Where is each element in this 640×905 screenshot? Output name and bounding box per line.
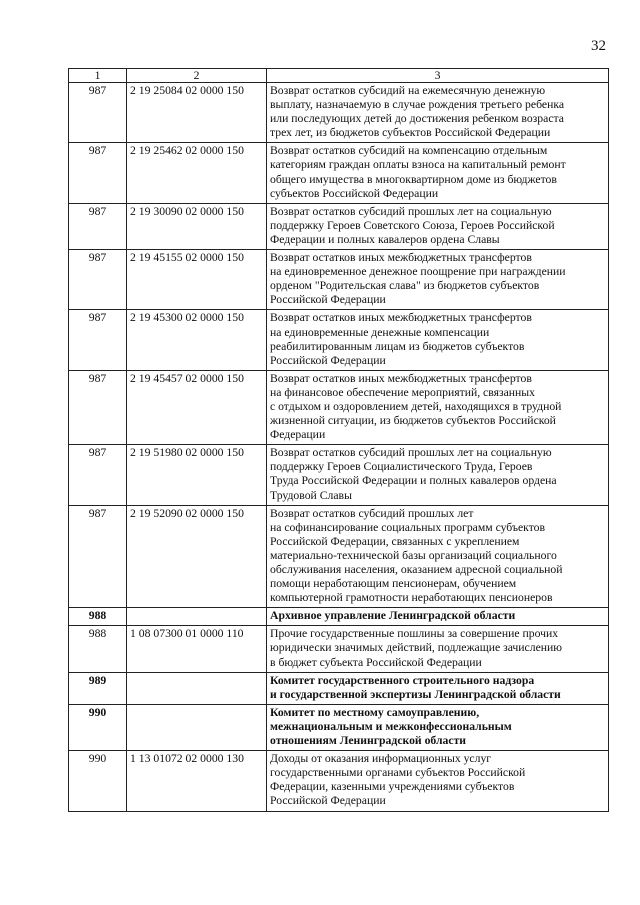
- revenue-name-line: на софинансирование социальных программ субъектов: [270, 520, 546, 534]
- revenue-name-cell: [267, 203, 609, 249]
- table-header: [69, 69, 609, 83]
- revenue-name-line: Федерации, казенными учреждениями субъектов: [270, 780, 515, 794]
- revenue-name-line: Возврат остатков субсидий на ежемесячную денежную: [270, 84, 546, 97]
- admin-code-cell: 987: [69, 505, 127, 608]
- revenue-name-line: поддержку Героев Советского Союза, Героев Российской: [270, 218, 555, 232]
- revenue-name-line: Возврат остатков субсидий прошлых лет на социальную: [270, 204, 552, 218]
- revenue-code-cell: 2 19 45457 02 0000 150: [127, 370, 267, 444]
- revenue-name-line: юридически значимых действий, подлежащие зачислению: [270, 641, 562, 655]
- revenue-name-line: Трудовой Славы: [270, 488, 352, 502]
- admin-code-cell: 990: [69, 751, 127, 811]
- revenue-name-line: или последующих детей до достижения ребенком возраста: [270, 112, 564, 126]
- header-col-3: 3: [267, 69, 609, 83]
- revenue-name-line: Прочие государственные пошлины за совершение прочих: [270, 627, 559, 641]
- admin-code-cell: 987: [69, 83, 127, 143]
- table-row: [69, 672, 609, 704]
- revenue-name-line: компьютерной грамотности неработающих пенсионеров: [270, 591, 553, 605]
- admin-code-cell: 988: [69, 626, 127, 672]
- admin-code-cell: 989: [69, 672, 127, 704]
- revenue-code-cell: 1 13 01072 02 0000 130: [127, 751, 267, 811]
- revenue-name-cell: [267, 445, 609, 505]
- revenue-name-cell: [267, 751, 609, 811]
- revenue-name-line: Архивное управление Ленинградской области: [270, 609, 516, 623]
- revenue-name-line: Российской Федерации, связанных с укреплением: [270, 534, 520, 548]
- revenue-name-cell: [267, 505, 609, 608]
- revenue-name-cell: [267, 370, 609, 444]
- admin-code-cell: 987: [69, 445, 127, 505]
- admin-code-cell: 988: [69, 608, 127, 626]
- revenue-name-line: Федерации: [270, 428, 326, 442]
- revenue-name-line: жизненной ситуации, из бюджетов субъектов Российской: [270, 414, 556, 428]
- table-row: [69, 704, 609, 750]
- table-row: [69, 310, 609, 370]
- table-row: [69, 370, 609, 444]
- revenue-code-cell: 1 08 07300 01 0000 110: [127, 626, 267, 672]
- revenue-name-line: поддержку Героев Социалистического Труда, Героев: [270, 460, 533, 474]
- revenue-name-line: Возврат остатков субсидий на компенсацию отдельным: [270, 144, 548, 158]
- revenue-name-line: Федерации и полных кавалеров ордена Славы: [270, 232, 500, 246]
- revenue-name-line: Возврат остатков иных межбюджетных трансфертов: [270, 311, 532, 325]
- revenue-name-cell: [267, 143, 609, 203]
- revenue-name-line: и государственной экспертизы Ленинградской области: [270, 687, 561, 701]
- table-row: [69, 626, 609, 672]
- revenue-code-cell: 2 19 25084 02 0000 150: [127, 83, 267, 143]
- revenue-name-line: Комитет по местному самоуправлению,: [270, 705, 480, 719]
- revenue-name-line: Российской Федерации: [270, 293, 386, 307]
- admin-code-cell: 987: [69, 143, 127, 203]
- revenue-code-cell: 2 19 25462 02 0000 150: [127, 143, 267, 203]
- revenue-name-line: общего имущества в многоквартирном доме из бюджетов: [270, 172, 557, 186]
- revenue-name-cell: [267, 310, 609, 370]
- table-row: [69, 505, 609, 608]
- revenue-name-line: на финансовое обеспечение мероприятий, связанных: [270, 385, 535, 399]
- revenue-name-cell: [267, 626, 609, 672]
- revenue-name-line: выплату, назначаемую в случае рождения третьего ребенка: [270, 98, 565, 112]
- revenue-name-line: материально-технической базы организаций социального: [270, 548, 557, 562]
- revenue-code-cell: 2 19 30090 02 0000 150: [127, 203, 267, 249]
- revenue-code-cell: 2 19 45155 02 0000 150: [127, 250, 267, 310]
- revenue-name-line: Российской Федерации: [270, 353, 386, 367]
- table-row: [69, 83, 609, 143]
- revenue-name-line: государственными органами субъектов Российской: [270, 766, 526, 780]
- revenue-name-line: Возврат остатков иных межбюджетных трансфертов: [270, 371, 532, 385]
- revenue-name-line: реабилитированным лицам из бюджетов субъектов: [270, 339, 525, 353]
- revenue-name-line: отношениям Ленинградской области: [270, 734, 467, 748]
- table-row: [69, 143, 609, 203]
- revenue-name-line: субъектов Российской Федерации: [270, 186, 439, 200]
- revenue-name-cell: [267, 608, 609, 626]
- table-body: [69, 83, 609, 812]
- table-row: [69, 250, 609, 310]
- revenue-name-line: обслуживания населения, оказанием адресной социальной: [270, 563, 563, 576]
- admin-code-cell: 987: [69, 310, 127, 370]
- revenue-name-line: помощи неработающим пенсионерам, обучением: [270, 577, 517, 591]
- revenue-name-cell: [267, 250, 609, 310]
- table-row: [69, 608, 609, 626]
- revenue-code-cell: 2 19 51980 02 0000 150: [127, 445, 267, 505]
- revenue-name-line: в бюджет субъекта Российской Федерации: [270, 655, 482, 669]
- revenue-code-cell: [127, 704, 267, 750]
- revenue-name-line: орденом "Родительская слава" из бюджетов субъектов: [270, 279, 540, 293]
- revenue-name-line: Российской Федерации: [270, 794, 386, 808]
- revenue-name-line: на единовременное денежное поощрение при награждении: [270, 265, 566, 279]
- admin-code-cell: 990: [69, 704, 127, 750]
- admin-code-cell: 987: [69, 203, 127, 249]
- document-table: [68, 68, 609, 812]
- revenue-name-cell: [267, 672, 609, 704]
- page-number: 32: [591, 38, 606, 54]
- table-row: [69, 445, 609, 505]
- revenue-code-cell: 2 19 45300 02 0000 150: [127, 310, 267, 370]
- revenue-code-cell: 2 19 52090 02 0000 150: [127, 505, 267, 608]
- table-row: [69, 203, 609, 249]
- revenue-name-line: с отдыхом и оздоровлением детей, находящихся в трудной: [270, 399, 562, 413]
- revenue-name-cell: [267, 704, 609, 750]
- revenue-name-line: межнациональным и межконфессиональным: [270, 719, 512, 733]
- revenue-code-cell: [127, 608, 267, 626]
- admin-code-cell: 987: [69, 250, 127, 310]
- revenue-name-line: Возврат остатков субсидий прошлых лет на социальную: [270, 446, 552, 460]
- revenue-name-line: категориям граждан оплаты взноса на капитальный ремонт: [270, 158, 566, 172]
- revenue-name-line: Возврат остатков субсидий прошлых лет: [270, 506, 474, 520]
- admin-code-cell: 987: [69, 370, 127, 444]
- revenue-name-cell: [267, 83, 609, 143]
- revenue-name-line: Труда Российской Федерации и полных кавалеров ордена: [270, 474, 557, 488]
- revenue-name-line: Комитет государственного строительного надзора: [270, 673, 535, 687]
- revenue-name-line: Доходы от оказания информационных услуг: [270, 752, 492, 766]
- revenue-code-cell: [127, 672, 267, 704]
- header-col-1: 1: [69, 69, 127, 83]
- revenue-name-line: трех лет, из бюджетов субъектов Российской Федерации: [270, 126, 551, 140]
- revenue-name-line: Возврат остатков иных межбюджетных трансфертов: [270, 251, 532, 265]
- table-row: [69, 751, 609, 811]
- revenue-name-line: на единовременные денежные компенсации: [270, 325, 490, 339]
- header-col-2: 2: [127, 69, 267, 83]
